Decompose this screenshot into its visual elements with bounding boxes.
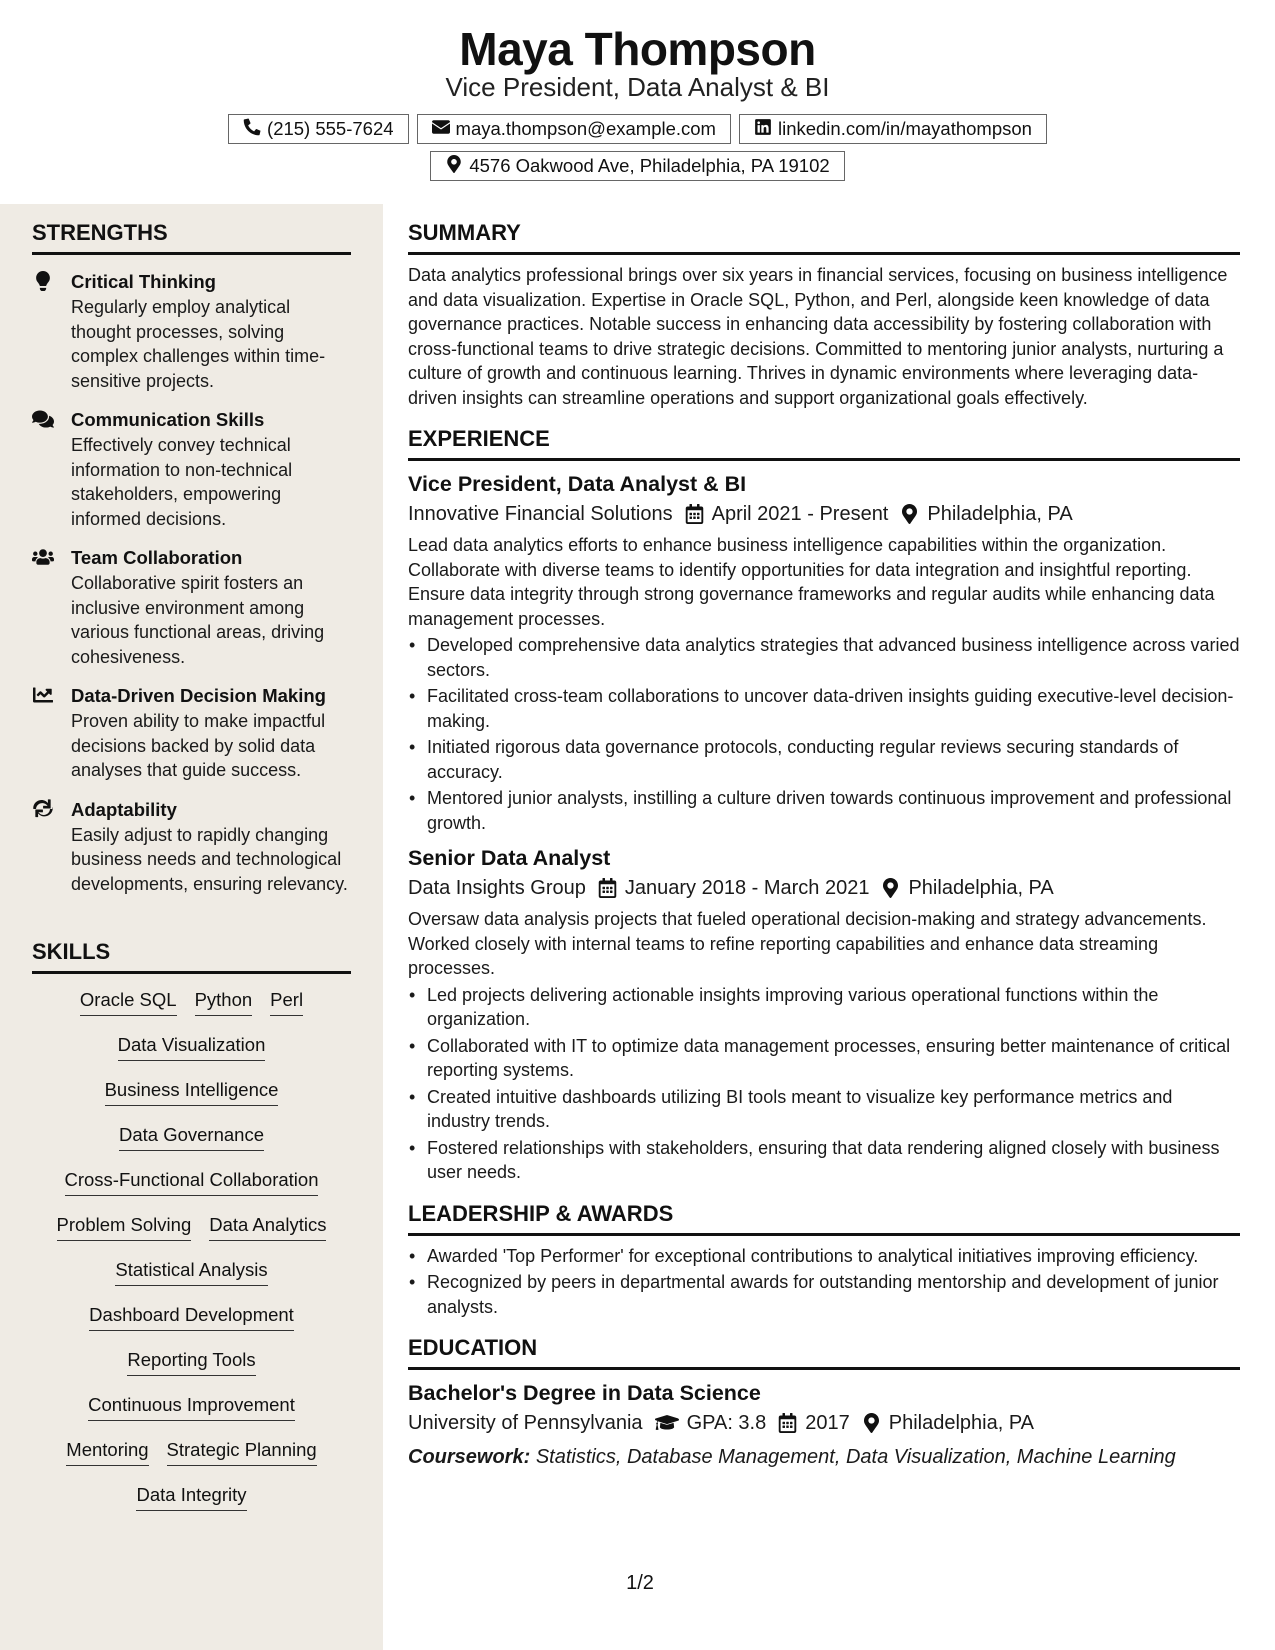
degree-title: Bachelor's Degree in Data Science <box>408 1381 761 1405</box>
strength-item <box>32 407 351 531</box>
envelope-icon <box>432 118 450 141</box>
linkedin-text: linkedin.com/in/mayathompson <box>777 118 1032 139</box>
job-location: Philadelphia, PA <box>908 877 1054 899</box>
job-title: Vice President, Data Analyst & BI <box>408 472 747 496</box>
job-bullets <box>408 633 1240 835</box>
strength-desc: Regularly employ analytical thought processes, solving complex challenges within time-sensitive projects. <box>71 297 326 391</box>
email-text: maya.thompson@example.com <box>455 118 716 139</box>
skill-row <box>32 1078 351 1123</box>
phone-icon <box>243 118 261 141</box>
linkedin-icon <box>754 118 772 141</box>
school-name: University of Pennsylvania <box>408 1412 643 1434</box>
skill-row <box>32 1258 351 1303</box>
bullet-item: • Awarded 'Top Performer' for exceptional contributions to analytical initiatives improving efficiency. <box>408 1244 1240 1269</box>
linkedin-chip[interactable] <box>739 114 1047 144</box>
skill-row <box>32 1033 351 1078</box>
job-entry <box>408 469 1240 835</box>
job-dates: April 2021 - Present <box>711 503 889 525</box>
resume-header <box>0 0 1275 204</box>
skill-row <box>32 1348 351 1393</box>
calendar-icon <box>778 1413 797 1433</box>
experience-section <box>408 426 1240 1185</box>
job-location: Philadelphia, PA <box>927 503 1073 525</box>
skill-row <box>32 1438 351 1483</box>
skill-row <box>32 1168 351 1213</box>
skill-tag: Python <box>195 988 253 1016</box>
skill-tag: Cross-Functional Collaboration <box>65 1168 319 1196</box>
strength-item <box>32 683 351 783</box>
phone-text: (215) 555-7624 <box>267 118 394 139</box>
bullet-item: • Facilitated cross-team collaborations to uncover data-driven insights guiding executive-level decision-making. <box>408 684 1240 733</box>
email-chip[interactable] <box>417 114 731 144</box>
location-pin-icon <box>445 155 463 178</box>
strength-item <box>32 269 351 393</box>
location-pin-icon <box>862 1413 881 1433</box>
skill-row <box>32 988 351 1033</box>
candidate-role: Vice President, Data Analyst & BI <box>445 72 830 102</box>
skill-tag: Data Governance <box>119 1123 264 1151</box>
users-icon <box>32 547 56 567</box>
skill-tag: Continuous Improvement <box>88 1393 295 1421</box>
skill-tag: Perl <box>270 988 303 1016</box>
chart-line-icon <box>32 685 56 705</box>
strengths-heading: STRENGTHS <box>32 220 351 255</box>
skill-tag: Data Integrity <box>136 1483 246 1511</box>
strength-title: Data-Driven Decision Making <box>71 685 326 706</box>
strength-desc: Proven ability to make impactful decisions backed by solid data analyses that guide success. <box>71 711 326 780</box>
skill-tag: Reporting Tools <box>127 1348 255 1376</box>
bullet-item: • Mentored junior analysts, instilling a culture driven towards continuous improvement and professional growth. <box>408 786 1240 835</box>
bullet-item: • Fostered relationships with stakeholders, ensuring that data rendering aligned closely with business user needs. <box>408 1136 1240 1185</box>
bullet-item: • Collaborated with IT to optimize data management processes, ensuring better maintenance of critical reporting systems. <box>408 1034 1240 1083</box>
graduation-cap-icon <box>655 1413 679 1433</box>
strength-title: Adaptability <box>71 798 177 820</box>
job-company: Data Insights Group <box>408 877 586 899</box>
bullet-item: • Initiated rigorous data governance protocols, conducting regular reviews securing standards of accuracy. <box>408 735 1240 784</box>
education-meta <box>408 1408 1240 1438</box>
job-bullets <box>408 983 1240 1185</box>
summary-text: Data analytics professional brings over six years in financial services, focusing on business intelligence and data visualization. Expertise in Oracle SQL, Python, and Perl, alongside keen knowledge of data governance practices. Notable success in enhancing data accessibility by fostering collaboration with cross-functional teams to drive strategic decisions. Committed to mentoring junior analysts, nurturing a culture of growth and continuous learning. Thrives in dynamic environments where leveraging data-driven insights can streamline operations and support organizational goals effectively. <box>408 265 1228 408</box>
comments-icon <box>32 409 56 429</box>
strength-title: Team Collaboration <box>71 547 243 568</box>
skill-tag: Strategic Planning <box>167 1438 317 1466</box>
gpa-text: GPA: 3.8 <box>686 1412 767 1434</box>
job-dates: January 2018 - March 2021 <box>624 877 870 899</box>
calendar-icon <box>598 878 617 898</box>
calendar-icon <box>685 504 704 524</box>
skill-tag: Data Analytics <box>209 1213 326 1241</box>
job-meta <box>408 499 1240 529</box>
location-pin-icon <box>881 878 900 898</box>
coursework-label: Coursework: <box>408 1446 531 1468</box>
lightbulb-icon <box>32 271 56 291</box>
skills-section <box>32 939 351 1528</box>
bullet-item: • Developed comprehensive data analytics strategies that advanced business intelligence across varied sectors. <box>408 633 1240 682</box>
bullet-item: • Recognized by peers in departmental awards for outstanding mentorship and development of junior analysts. <box>408 1270 1240 1319</box>
job-company: Innovative Financial Solutions <box>408 503 673 525</box>
skill-tag: Business Intelligence <box>105 1078 279 1106</box>
skill-row <box>32 1393 351 1438</box>
main-content <box>408 204 1240 1472</box>
strength-desc: Effectively convey technical information to non-technical stakeholders, empowering informed decisions. <box>71 435 293 529</box>
coursework-list: Statistics, Database Management, Data Visualization, Machine Learning <box>535 1446 1176 1468</box>
strengths-section <box>32 220 351 896</box>
skill-tag: Dashboard Development <box>89 1303 294 1331</box>
phone-chip[interactable] <box>228 114 409 144</box>
summary-section <box>408 220 1240 410</box>
strength-title: Communication Skills <box>71 409 265 430</box>
skill-row <box>32 1123 351 1168</box>
skill-tag: Data Visualization <box>118 1033 266 1061</box>
leadership-bullets <box>408 1244 1240 1320</box>
strength-item <box>32 545 351 669</box>
skill-tag: Oracle SQL <box>80 988 177 1016</box>
strength-desc: Easily adjust to rapidly changing business needs and technological developments, ensuring relevancy. <box>71 824 348 894</box>
strength-title: Critical Thinking <box>71 271 216 292</box>
sync-icon <box>32 799 56 819</box>
job-title: Senior Data Analyst <box>408 846 611 870</box>
skill-tag: Problem Solving <box>57 1213 192 1241</box>
address-text: 4576 Oakwood Ave, Philadelphia, PA 19102 <box>469 155 830 176</box>
education-heading: EDUCATION <box>408 1335 1240 1370</box>
address-chip[interactable] <box>430 151 844 181</box>
strength-item <box>32 797 351 897</box>
job-entry <box>408 843 1240 1185</box>
education-section <box>408 1335 1240 1472</box>
skill-row <box>32 1303 351 1348</box>
page-number: 1/2 <box>626 1572 654 1594</box>
coursework <box>408 1442 1240 1472</box>
skill-tag: Statistical Analysis <box>115 1258 267 1286</box>
skill-tag: Mentoring <box>66 1438 148 1466</box>
location-pin-icon <box>900 504 919 524</box>
leadership-heading: LEADERSHIP & AWARDS <box>408 1201 1240 1236</box>
candidate-name: Maya Thompson <box>459 23 816 75</box>
job-description: Oversaw data analysis projects that fueled operational decision-making and strategy advancements. Worked closely with internal teams to refine reporting capabilities and enhance data streaming processes. <box>408 909 1207 978</box>
contact-row-address <box>0 151 1275 181</box>
graduation-year: 2017 <box>805 1412 850 1434</box>
experience-heading: EXPERIENCE <box>408 426 1240 461</box>
school-location: Philadelphia, PA <box>888 1412 1035 1434</box>
strength-desc: Collaborative spirit fosters an inclusive environment among various functional areas, driving cohesiveness. <box>71 573 325 667</box>
skill-row <box>32 1483 351 1528</box>
bullet-item: • Created intuitive dashboards utilizing BI tools meant to visualize key performance metrics and industry trends. <box>408 1085 1240 1134</box>
skills-heading: SKILLS <box>32 939 351 974</box>
leadership-section <box>408 1201 1240 1320</box>
bullet-item: • Led projects delivering actionable insights improving various operational functions within the organization. <box>408 983 1240 1032</box>
skill-row <box>32 1213 351 1258</box>
summary-heading: SUMMARY <box>408 220 1240 255</box>
skills-list <box>32 988 351 1528</box>
job-description: Lead data analytics efforts to enhance business intelligence capabilities within the organization. Collaborate with diverse teams to identify opportunities for data integration and insightful reporting. Ensure data integrity through strong governance frameworks and regular audits while enhancing data management processes. <box>408 535 1215 629</box>
sidebar <box>0 204 383 1650</box>
job-meta <box>408 873 1240 903</box>
contact-row <box>0 114 1275 144</box>
